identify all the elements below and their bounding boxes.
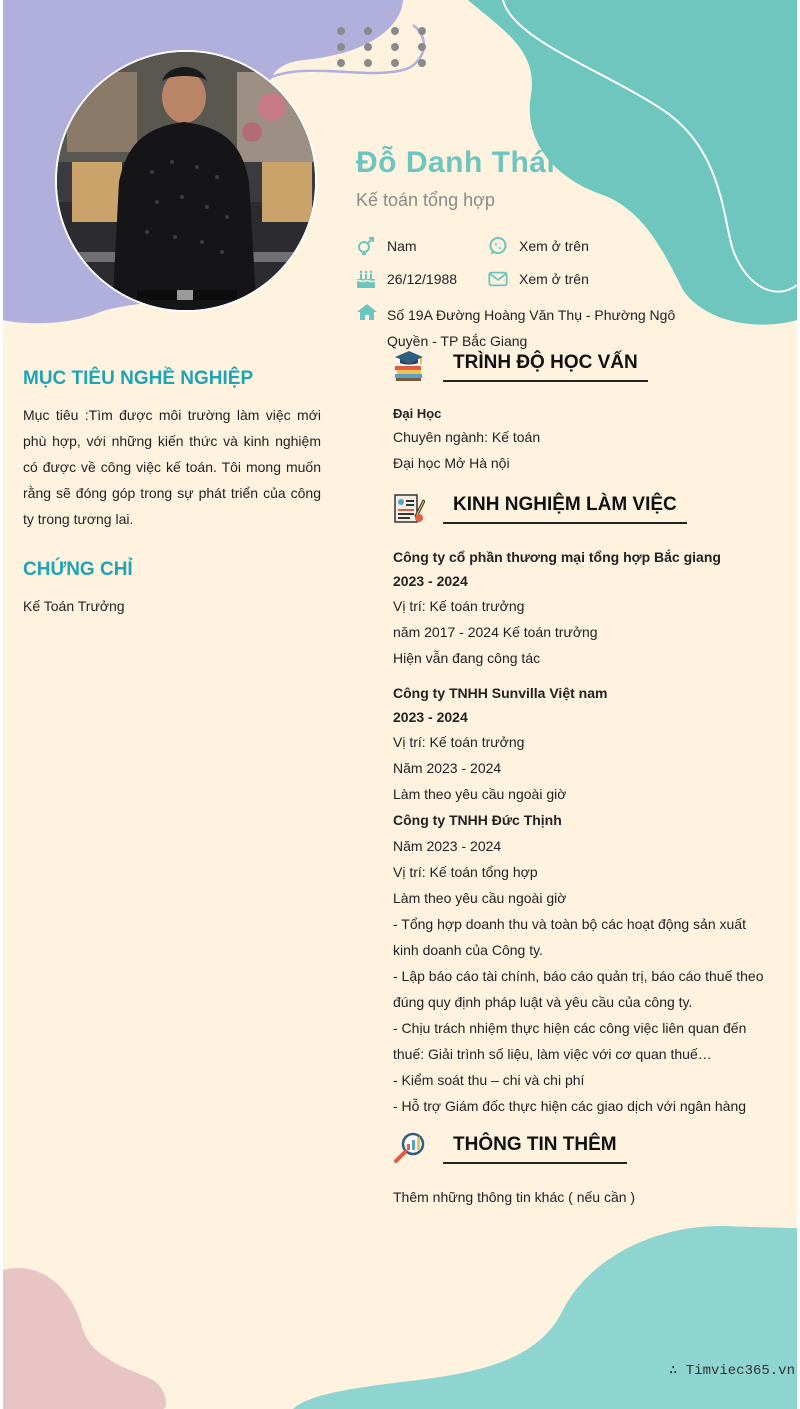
watermark: ∴ Timviec365.vn — [668, 1363, 795, 1379]
candidate-name: Đỗ Danh Thái — [356, 146, 556, 179]
objective-text: Mục tiêu :Tìm được môi trường làm việc mới phù hợp, với những kiến thức và kinh nghiệm có được về công việc kế toán. Tôi mong muốn rằng sẽ đóng góp trong sự phát triển của công ty trong tương lai. — [23, 407, 321, 527]
avatar-photo — [57, 52, 317, 312]
extra-title: THÔNG TIN THÊM — [443, 1134, 627, 1164]
avatar — [55, 50, 317, 312]
job-line: - Chịu trách nhiệm thực hiện các công việc liên quan đến thuế: Giải trình số liệu, làm việc với cơ quan thuế… — [393, 1020, 747, 1062]
experience-header — [393, 492, 687, 524]
education-block — [393, 404, 773, 476]
job-line: Vị trí: Kế toán trưởng — [393, 734, 525, 750]
books-graduation-cap-icon — [393, 350, 425, 382]
teal-blob-bottom — [293, 1226, 797, 1409]
education-major: Chuyên ngành: Kế toán — [393, 429, 541, 445]
envelope-icon — [488, 269, 508, 289]
birthdate-value: 26/12/1988 — [387, 271, 458, 287]
job-line: Vị trí: Kế toán trưởng — [393, 598, 525, 614]
job-period: 2023 - 2024 — [393, 573, 468, 589]
dots-decoration — [333, 26, 433, 74]
education-title: TRÌNH ĐỘ HỌC VẤN — [443, 352, 648, 382]
extra-header — [393, 1132, 627, 1164]
address-value: Số 19A Đường Hoàng Văn Thụ - Phường Ngô Quyền - TP Bắc Giang — [387, 307, 676, 349]
job-line: Năm 2023 - 2024 — [393, 760, 502, 776]
email-value: Xem ở trên — [519, 271, 589, 287]
job-company: Công ty cổ phần thương mại tổng hợp Bắc giang — [393, 549, 721, 565]
education-school: Đại học Mở Hà nội — [393, 455, 510, 471]
extra-text: Thêm những thông tin khác ( nếu cần ) — [393, 1189, 636, 1205]
birthday-cake-icon — [356, 269, 376, 289]
home-icon — [356, 303, 378, 329]
resume-document-icon — [393, 492, 425, 524]
job-line: Vị trí: Kế toán tổng hợp — [393, 864, 538, 880]
job-line: Hiện vẫn đang công tác — [393, 650, 541, 666]
job-line: - Lập báo cáo tài chính, báo cáo quản trị, báo cáo thuế theo đúng quy định pháp luật và yêu cầu của công ty. — [393, 968, 764, 1010]
extra-block — [393, 1184, 773, 1210]
job-line: - Kiểm soát thu – chi và chi phí — [393, 1072, 585, 1088]
phone-value: Xem ở trên — [519, 238, 589, 254]
job-subcompany: Công ty TNHH Đức Thịnh — [393, 812, 562, 828]
info-gender — [356, 236, 417, 256]
job-period: 2023 - 2024 — [393, 709, 468, 725]
info-address — [356, 302, 696, 354]
gender-icon — [356, 236, 376, 256]
candidate-role: Kế toán tổng hợp — [356, 190, 495, 210]
job-line: - Tổng hợp doanh thu và toàn bộ các hoạt động sản xuất kinh doanh của Công ty. — [393, 916, 746, 958]
education-header — [393, 350, 648, 382]
experience-job-2 — [393, 681, 773, 1119]
certificates-title: CHỨNG CHỈ — [23, 559, 133, 580]
experience-title: KINH NGHIỆM LÀM VIỆC — [443, 494, 687, 524]
whatsapp-icon — [488, 236, 508, 256]
job-line: năm 2017 - 2024 Kế toán trưởng — [393, 624, 598, 640]
objective-title: MỤC TIÊU NGHỀ NGHIỆP — [23, 368, 254, 389]
info-birthdate — [356, 269, 457, 289]
info-email — [488, 269, 589, 289]
job-line: Làm theo yêu cầu ngoài giờ — [393, 890, 567, 906]
job-company: Công ty TNHH Sunvilla Việt nam — [393, 685, 608, 701]
experience-job-1 — [393, 545, 773, 671]
pink-blob — [3, 1268, 166, 1409]
cv-page — [3, 0, 797, 1409]
magnifier-chart-icon — [393, 1132, 425, 1164]
job-line: - Hỗ trợ Giám đốc thực hiện các giao dịch với ngân hàng — [393, 1098, 747, 1114]
info-phone — [488, 236, 589, 256]
education-degree: Đại Học — [393, 406, 442, 421]
certificates-text: Kế Toán Trưởng — [23, 598, 125, 614]
gender-value: Nam — [387, 238, 417, 254]
job-line: Làm theo yêu cầu ngoài giờ — [393, 786, 567, 802]
job-line: Năm 2023 - 2024 — [393, 838, 502, 854]
